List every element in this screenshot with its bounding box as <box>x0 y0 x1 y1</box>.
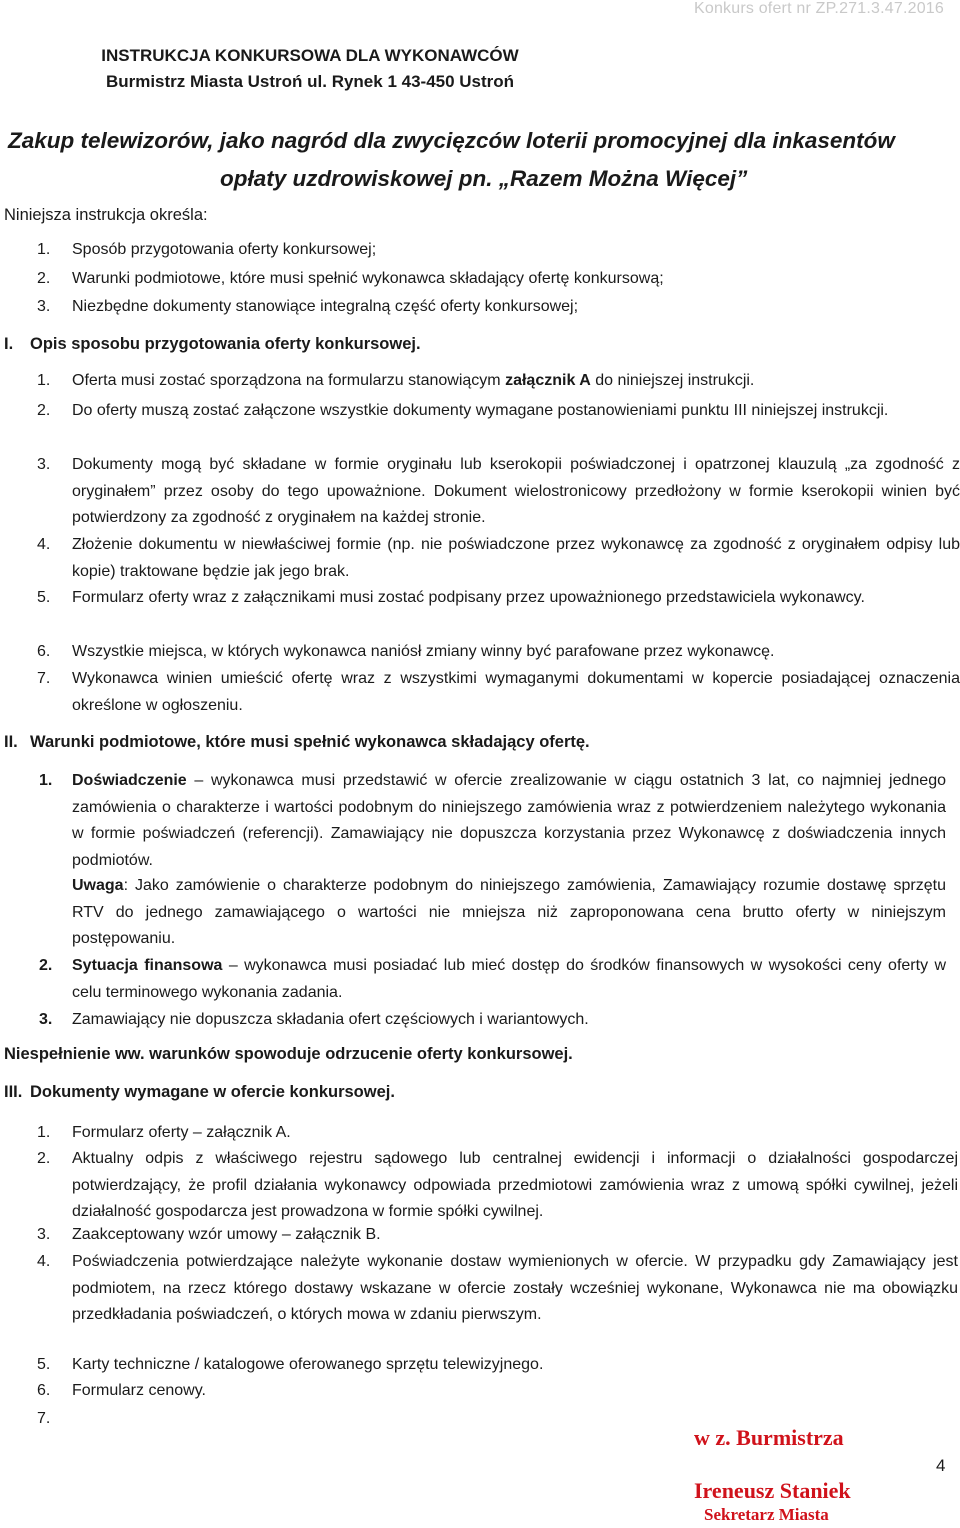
item-number: 5. <box>37 1356 51 1373</box>
section-title: Opis sposobu przygotowania oferty konkursowej. <box>30 335 421 353</box>
item-text: Oferta musi zostać sporządzona na formularzu stanowiącym <box>72 372 506 389</box>
signature-name: Ireneusz Staniek <box>694 1478 851 1503</box>
item-number: 2. <box>37 1150 51 1167</box>
page-number: 4 <box>936 1456 946 1475</box>
intro-item-text: Sposób przygotowania oferty konkursowej; <box>72 241 377 258</box>
item-number: 2. <box>37 402 51 419</box>
section-number: II. <box>4 733 18 751</box>
item-text: Złożenie dokumentu w niewłaściwej formie (np. nie poświadczone przez wykonawcę za zgodność z oryginałem odpisy lub kopie) traktowane będzie jak jego brak. <box>72 536 960 580</box>
item-text: Dokumenty mogą być składane w formie oryginału lub kserokopii poświadczonej i opatrzonej klauzulą „za zgodność z oryginałem” przez osoby do tego upoważnione. Dokument wielostronicowy przedłożony w formie kserokopii winien być potwierdzony za zgodność z oryginałem na każdej stronie. <box>72 456 960 526</box>
item-text: Karty techniczne / katalogowe oferowanego sprzętu telewizyjnego. <box>72 1356 544 1373</box>
section3-item <box>37 1222 958 1249</box>
section3-item <box>37 1146 958 1226</box>
section3-item <box>37 1352 958 1379</box>
item-number: 6. <box>37 643 51 660</box>
item-number: 3. <box>37 456 51 473</box>
intro-item-number: 2. <box>37 270 51 287</box>
subject-title-line1: Zakup telewizorów, jako nagród dla zwycięzców loterii promocyjnej dla inkasentów <box>8 128 895 153</box>
intro-lead: Niniejsza instrukcja określa: <box>4 206 208 224</box>
item-text: do niniejszej instrukcji. <box>590 372 755 389</box>
section2-item <box>39 768 946 874</box>
subject-title-line2: opłaty uzdrowiskowej pn. „Razem Można Więcej” <box>220 166 748 191</box>
section3-item <box>37 1249 958 1329</box>
section-number: III. <box>4 1083 23 1101</box>
item-number: 4. <box>37 1253 51 1270</box>
item-number: 7. <box>37 1410 51 1427</box>
section1-item <box>37 666 960 719</box>
section3-item <box>37 1378 958 1405</box>
intro-item-number: 3. <box>37 298 51 315</box>
item-text: Formularz oferty wraz z załącznikami musi zostać podpisany przez upoważnionego przedstawiciela wykonawcy. <box>72 589 865 606</box>
item-number: 7. <box>37 670 51 687</box>
item-bold-text: Doświadczenie <box>72 772 187 789</box>
header-address: Burmistrz Miasta Ustroń ul. Rynek 1 43-450 Ustroń <box>105 72 515 91</box>
item-number: 2. <box>39 957 53 974</box>
item-number: 3. <box>37 1226 51 1243</box>
item-bold-text: Sytuacja finansowa <box>72 957 223 974</box>
section2-item <box>39 953 947 1006</box>
item-number: 4. <box>37 536 51 553</box>
signature-role: Sekretarz Miasta <box>704 1505 829 1524</box>
item-number: 5. <box>37 589 51 606</box>
item-text: Formularz cenowy. <box>72 1382 206 1399</box>
item-text: Do oferty muszą zostać załączone wszystkie dokumenty wymagane postanowieniami punktu III niniejszej instrukcji. <box>72 402 889 419</box>
section-number: I. <box>4 335 14 353</box>
item-number: 3. <box>39 1011 53 1028</box>
section3-item <box>37 1120 958 1147</box>
intro-item-text: Niezbędne dokumenty stanowiące integralną część oferty konkursowej; <box>72 298 579 315</box>
section-title: Warunki podmiotowe, które musi spełnić wykonawca składający ofertę. <box>30 733 590 751</box>
section2-note <box>72 873 946 953</box>
item-bold-text: załącznik A <box>505 372 591 389</box>
document-reference: Konkurs ofert nr ZP.271.3.47.2016 <box>693 0 944 17</box>
item-text: Wykonawca winien umieścić ofertę wraz z wszystkimi wymaganymi dokumentami w kopercie posiadającej oznaczenia określone w ogłoszeniu. <box>72 670 960 714</box>
item-text: Zaakceptowany wzór umowy – załącznik B. <box>72 1226 381 1243</box>
item-number: 1. <box>39 772 53 789</box>
section1-item <box>37 585 960 612</box>
section1-item <box>37 368 960 395</box>
signature-deputy-line: w z. Burmistrza <box>694 1425 844 1450</box>
item-text: Poświadczenia potwierdzające należyte wykonanie dostaw wymienionych w ofercie. W przypadku gdy Zamawiający jest podmiotem, na rzecz którego dostawy wskazane w ofercie zostały wcześniej wykonane, Wykonawca nie ma obowiązku przedkładania poświadczeń, o których mowa w zdaniu pierwszym. <box>72 1253 958 1323</box>
section-title: Dokumenty wymagane w ofercie konkursowej. <box>30 1083 395 1101</box>
note-text: : Jako zamówienie o charakterze podobnym do niniejszego zamówienia, Zamawiający rozumie dostawę sprzętu RTV do jednego zamawiającego o wartości nie mniejsza niż zaproponowana cena brutto oferty w niniejszym postępowaniu. <box>72 877 946 947</box>
item-text: Wszystkie miejsca, w których wykonawca naniósł zmiany winny być parafowane przez wykonawcę. <box>72 643 775 660</box>
item-number: 6. <box>37 1382 51 1399</box>
item-text: Formularz oferty – załącznik A. <box>72 1124 291 1141</box>
item-number: 1. <box>37 1124 51 1141</box>
requirements-note: Niespełnienie ww. warunków spowoduje odrzucenie oferty konkursowej. <box>4 1045 573 1063</box>
section1-item <box>37 398 960 425</box>
item-number: 1. <box>37 372 51 389</box>
section1-item <box>37 452 960 532</box>
section1-item <box>37 639 960 666</box>
item-text: – wykonawca musi posiadać lub mieć dostęp do środków finansowych w wysokości ceny oferty w celu terminowego wykonania zadania. <box>72 957 947 1001</box>
item-text: Aktualny odpis z właściwego rejestru sądowego lub centralnej ewidencji i informacji o działalności gospodarczej potwierdzający, że profil działania wykonawcy odpowiada przedmiotowi zamówienia wraz z umową spółki cywilnej, jeżeli działalność gospodarcza jest prowadzona w formie spółki cywilnej. <box>72 1150 958 1220</box>
intro-item-text: Warunki podmiotowe, które musi spełnić wykonawca składający ofertę konkursową; <box>72 270 664 287</box>
header-title: INSTRUKCJA KONKURSOWA DLA WYKONAWCÓW <box>101 46 519 65</box>
section2-item <box>39 1007 946 1034</box>
item-text: – wykonawca musi przedstawić w ofercie zrealizowanie w ciągu ostatnich 3 lat, co najmniej jednego zamówienia o charakterze i wartości podobnym do niniejszego zamówienia wraz z potwierdzeniem należytego wykonania w formie poświadczeń (referencji). Zamawiający nie dopuszcza korzystania przez Wykonawcę z doświadczenia innych podmiotów. <box>72 772 946 869</box>
intro-item-number: 1. <box>37 241 51 258</box>
note-label: Uwaga <box>72 877 124 894</box>
section1-item <box>37 532 960 585</box>
item-text: Zamawiający nie dopuszcza składania ofert częściowych i wariantowych. <box>72 1011 589 1028</box>
